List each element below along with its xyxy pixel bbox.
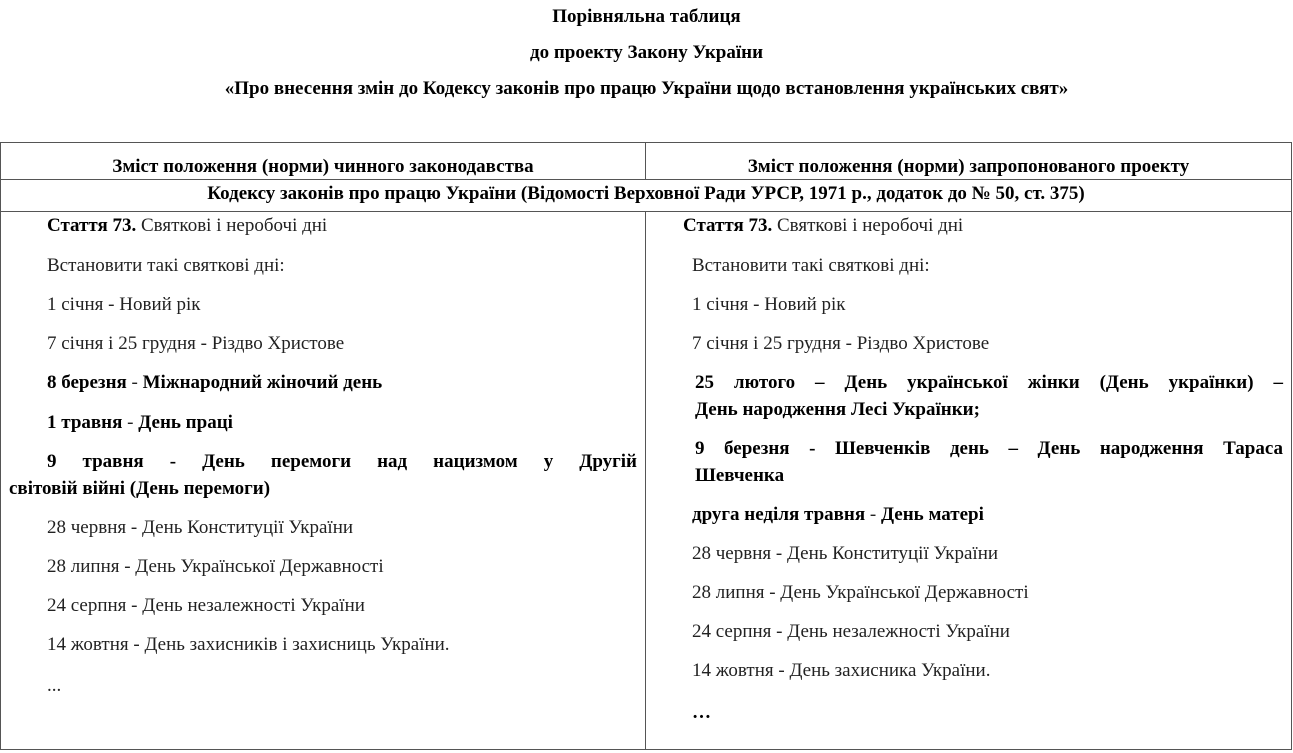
left-article-heading [47, 213, 327, 239]
left-holiday-3-sep: - [126, 372, 143, 393]
right-holiday-5-name: День матері [880, 504, 984, 525]
column-divider-body [645, 211, 646, 749]
left-holiday-1: 1 січня - Новий рік [47, 294, 201, 315]
left-holiday-5-line-1: 9 травня - День перемоги над нацизмом у Другій [47, 451, 637, 472]
code-reference-row: Кодексу законів про працю України (Відомості Верховної Ради УРСР, 1971 р., додаток до № 50, ст. 375) [207, 183, 1085, 204]
right-holiday-2: 7 січня і 25 грудня - Різдво Христове [692, 333, 990, 354]
left-article-title: Святкові і неробочі дні [136, 215, 328, 236]
right-holiday-7: 28 липня - День Української Державності [692, 582, 1029, 603]
left-intro: Встановити такі святкові дні: [47, 255, 285, 276]
right-holiday-9: 14 жовтня - День захисника України. [692, 660, 991, 681]
right-holiday-5 [692, 502, 984, 528]
right-article-title: Святкові і неробочі дні [772, 215, 964, 236]
row-divider-span [1, 211, 1291, 212]
left-holiday-9: 14 жовтня - День захисників і захисниць України. [47, 634, 450, 655]
left-holiday-7: 28 липня - День Української Державності [47, 556, 384, 577]
left-holiday-4-sep: - [122, 412, 139, 433]
right-article-number: Стаття 73. [683, 215, 773, 236]
header-current-law: Зміст положення (норми) чинного законодавства [112, 156, 534, 177]
left-holiday-3 [47, 370, 382, 396]
right-holiday-4-line-1: 9 березня - Шевченків день – День народження Тараса [695, 438, 1283, 459]
right-holiday-6: 28 червня - День Конституції України [692, 543, 999, 564]
right-intro: Встановити такі святкові дні: [692, 255, 930, 276]
left-holiday-4 [47, 410, 233, 436]
document-title-line-2: до проекту Закону України [529, 42, 764, 63]
row-divider-header [1, 179, 1291, 180]
right-holiday-5-sep: - [865, 504, 881, 525]
document-title-line-1: Порівняльна таблиця [552, 6, 741, 27]
left-holiday-3-name: Міжнародний жіночий день [142, 372, 383, 393]
left-holiday-2: 7 січня і 25 грудня - Різдво Христове [47, 333, 345, 354]
left-holiday-8: 24 серпня - День незалежності України [47, 595, 365, 616]
right-holiday-8: 24 серпня - День незалежності України [692, 621, 1010, 642]
left-holiday-4-name: День праці [138, 412, 233, 433]
right-holiday-3-line-1: 25 лютого – День української жінки (День українки) – [695, 372, 1283, 393]
left-ellipsis: ... [47, 675, 62, 696]
left-holiday-5-line-2: світовій війні (День перемоги) [9, 478, 271, 499]
document-title-line-3: «Про внесення змін до Кодексу законів про працю України щодо встановлення українських свят» [224, 78, 1069, 99]
left-article-number: Стаття 73. [47, 215, 137, 236]
left-holiday-4-date: 1 травня [47, 412, 123, 433]
right-holiday-5-date: друга неділя травня [692, 504, 866, 525]
right-ellipsis: … [692, 702, 711, 723]
comparison-table [0, 142, 1292, 750]
right-article-heading [683, 213, 963, 239]
left-holiday-6: 28 червня - День Конституції України [47, 517, 354, 538]
right-holiday-3-line-2: День народження Лесі Українки; [695, 399, 980, 420]
right-holiday-1: 1 січня - Новий рік [692, 294, 846, 315]
header-proposed-law: Зміст положення (норми) запропонованого проекту [747, 156, 1190, 177]
left-holiday-3-date: 8 березня [47, 372, 127, 393]
right-holiday-4-line-2: Шевченка [695, 465, 785, 486]
